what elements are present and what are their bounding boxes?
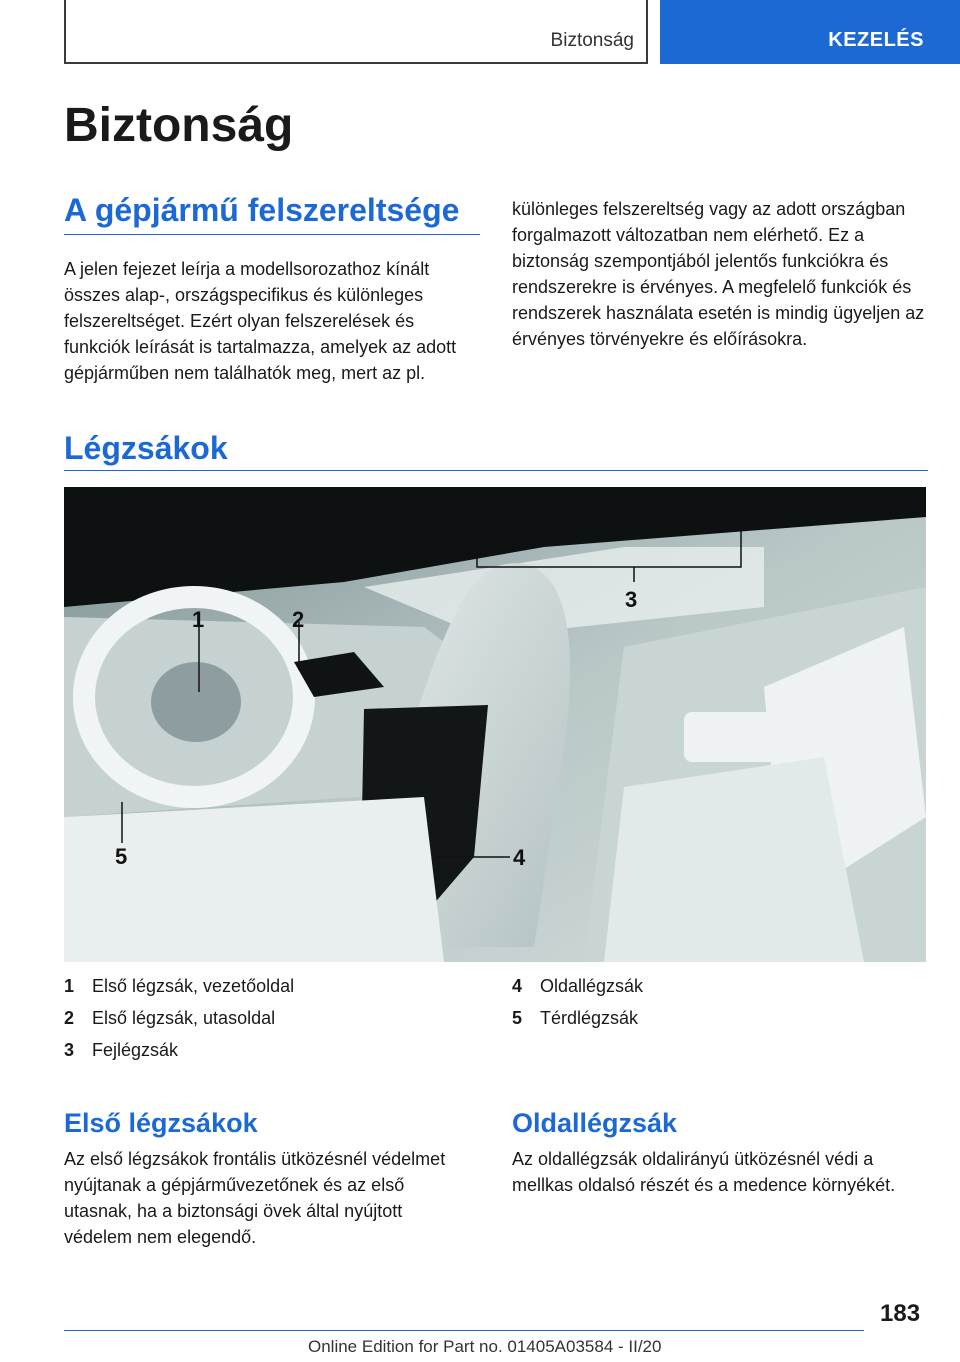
equipment-paragraph-right: különleges felszereltség vagy az adott országban forgalmazott változatban nem elérhető. Ez a biztonság szempontjából jelentős funkciókra és rendszerekre is érvényes. A megfelelő funkciók és rendszerek használata esetén is mindig ügyeljen az érvényes törvényekre és előírásokra.	[512, 199, 925, 349]
airbag-illustration-svg	[64, 487, 926, 962]
front-airbags-paragraph: Az első légzsákok frontális ütközésnél védelmet nyújtanak a gépjárművezetőnek és az első utasnak, ha a biztonsági övek által nyújtott védelem nem elegendő.	[64, 1149, 446, 1247]
legend-item	[64, 976, 484, 1008]
legend-text: Első légzsák, vezetőoldal	[92, 976, 295, 996]
callout-2: 2	[292, 607, 305, 632]
callout-4: 4	[513, 845, 526, 870]
legend-text: Fejlégzsák	[92, 1040, 179, 1060]
side-airbag-paragraph: Az oldallégzsák oldalirányú ütközésnél védi a mellkas oldalsó részét és a medence környékét.	[512, 1149, 896, 1195]
callout-3: 3	[625, 587, 638, 612]
legend-item	[64, 1040, 484, 1072]
airbag-legend-right	[512, 976, 932, 1040]
legend-text: Térdlégzsák	[540, 1008, 639, 1028]
equipment-heading: A gépjármű felszereltsége	[64, 192, 460, 228]
callout-5: 5	[115, 844, 128, 869]
legend-num: 4	[512, 976, 523, 996]
legend-num: 2	[64, 1008, 75, 1028]
page-title: Biztonság	[64, 99, 294, 152]
side-airbag-heading: Oldallégzsák	[512, 1108, 678, 1138]
legend-num: 3	[64, 1040, 75, 1060]
airbag-legend-left	[64, 976, 484, 1072]
front-airbags-heading: Első légzsákok	[64, 1108, 258, 1138]
page-number: 183	[880, 1300, 921, 1327]
legend-num: 5	[512, 1008, 523, 1028]
header-tab-label: KEZELÉS	[828, 29, 924, 51]
header-tab[interactable]	[660, 0, 960, 64]
legend-num: 1	[64, 976, 75, 996]
equipment-heading-rule	[64, 234, 480, 235]
footer-edition: Online Edition for Part no. 01405A03584 - II/20	[308, 1337, 662, 1356]
legend-item	[64, 1008, 484, 1040]
car-interior-airbag-illustration	[64, 487, 926, 962]
airbags-heading-rule	[64, 470, 928, 471]
footer-rule	[64, 1330, 864, 1331]
legend-text: Oldallégzsák	[540, 976, 644, 996]
legend-item	[512, 1008, 932, 1040]
airbags-heading: Légzsákok	[64, 430, 228, 466]
legend-text: Első légzsák, utasoldal	[92, 1008, 276, 1028]
equipment-paragraph-left: A jelen fejezet leírja a modellsorozathoz kínált összes alap-, országspecifikus és különleges felszereltséget. Ezért olyan felszerelések és funkciók leírását is tartalmazza, amelyek az adott gépjárműben nem találhatók meg, mert az pl.	[64, 259, 457, 383]
legend-item	[512, 976, 932, 1008]
header-section-box	[64, 0, 648, 64]
header-section-label: Biztonság	[550, 30, 634, 51]
callout-1: 1	[192, 607, 205, 632]
